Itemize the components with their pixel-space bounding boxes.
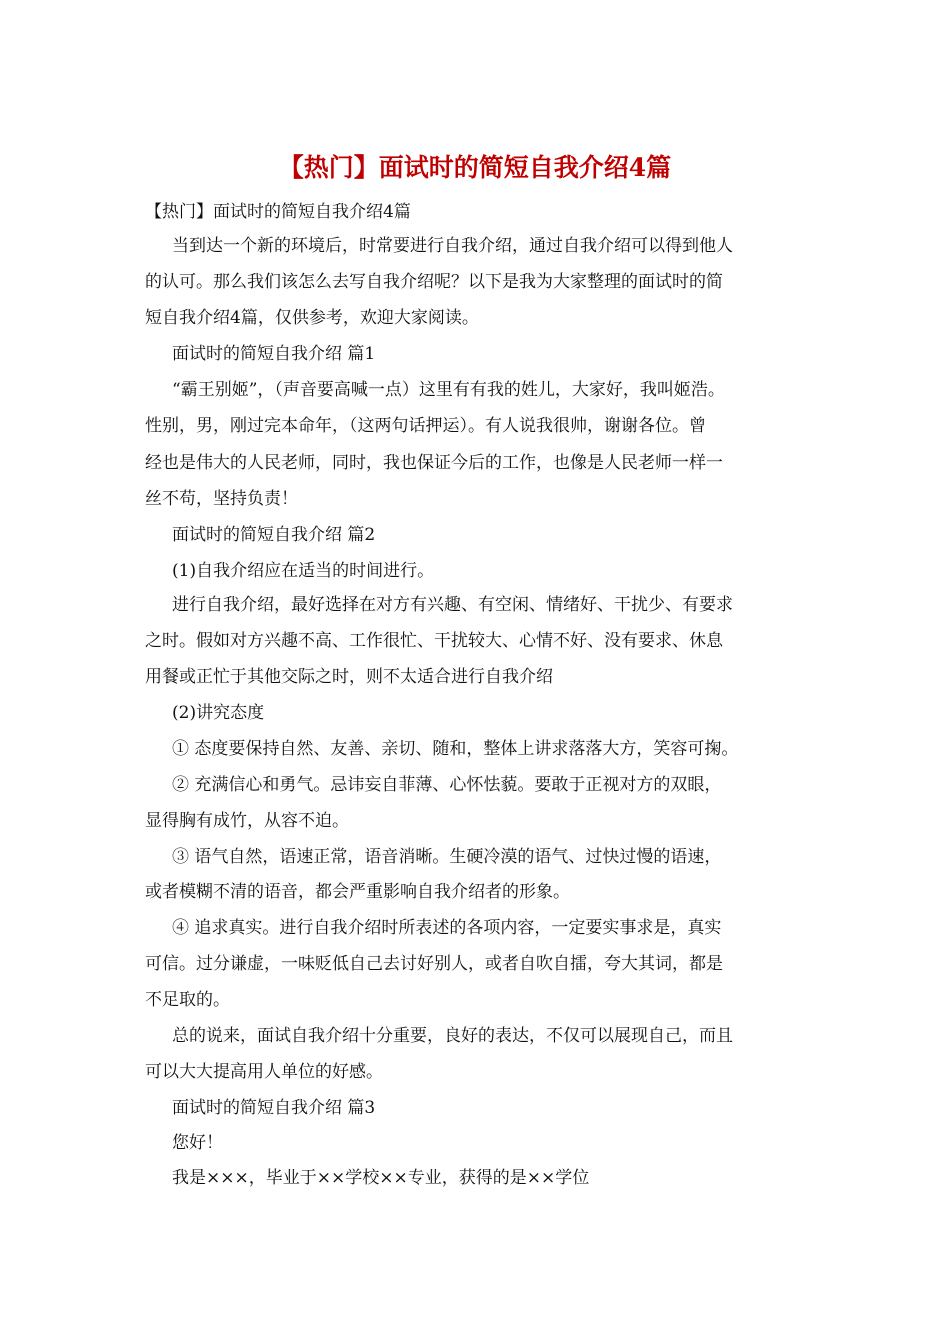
- intro-paragraph-line: 当到达一个新的环境后，时常要进行自我介绍，通过自我介绍可以得到他人: [172, 236, 733, 256]
- subtitle-line: 【热门】面试时的简短自我介绍4篇: [145, 202, 411, 222]
- paragraph-line: (1)自我介绍应在适当的时间进行。: [172, 561, 435, 581]
- list-item-line: 显得胸有成竹，从容不迫。: [145, 811, 349, 831]
- paragraph-line: 进行自我介绍，最好选择在对方有兴趣、有空闲、情绪好、干扰少、有要求: [172, 595, 733, 615]
- list-item-line: 可信。过分谦虚，一味贬低自己去讨好别人，或者自吹自擂，夸大其词，都是: [145, 954, 723, 974]
- paragraph-line: 您好！: [172, 1133, 223, 1153]
- paragraph-line: 总的说来，面试自我介绍十分重要，良好的表达，不仅可以展现自己，而且: [172, 1026, 733, 1046]
- paragraph-line: “霸王别姬”，（声音要高喊一点）这里有有我的姓儿，大家好，我叫姬浩。: [172, 380, 725, 400]
- paragraph-line: (2)讲究态度: [172, 703, 265, 723]
- paragraph-line: 可以大大提高用人单位的好感。: [145, 1062, 383, 1082]
- list-item-line: ① 态度要保持自然、友善、亲切、随和，整体上讲求落落大方，笑容可掬。: [172, 739, 739, 759]
- document-title: 【热门】面试时的简短自我介绍4篇: [278, 153, 672, 182]
- paragraph-line: 之时。假如对方兴趣不高、工作很忙、干扰较大、心情不好、没有要求、休息: [145, 631, 723, 651]
- list-item-line: 或者模糊不清的语音，都会严重影响自我介绍者的形象。: [145, 882, 570, 902]
- list-item-line: ③ 语气自然，语速正常，语音消晰。生硬冷漠的语气、过快过慢的语速，: [172, 847, 722, 867]
- section-heading-3: 面试时的简短自我介绍 篇3: [172, 1098, 376, 1118]
- section-heading-2: 面试时的简短自我介绍 篇2: [172, 525, 376, 545]
- paragraph-line: 性别，男，刚过完本命年，（这两句话押运）。有人说我很帅，谢谢各位。曾: [145, 416, 706, 436]
- list-item-line: ② 充满信心和勇气。忌讳妄自菲薄、心怀怯藐。要敢于正视对方的双眼，: [172, 775, 722, 795]
- paragraph-line: 经也是伟大的人民老师，同时，我也保证今后的工作，也像是人民老师一样一: [145, 453, 723, 473]
- paragraph-line: 用餐或正忙于其他交际之时，则不太适合进行自我介绍: [145, 667, 553, 687]
- intro-paragraph-line: 短自我介绍4篇，仅供参考，欢迎大家阅读。: [145, 308, 479, 328]
- intro-paragraph-line: 的认可。那么我们该怎么去写自我介绍呢？以下是我为大家整理的面试时的简: [145, 272, 723, 292]
- paragraph-line: 我是×××，毕业于××学校××专业，获得的是××学位: [172, 1168, 590, 1188]
- list-item-line: ④ 追求真实。进行自我介绍时所表述的各项内容，一定要实事求是，真实: [172, 918, 722, 938]
- list-item-line: 不足取的。: [145, 990, 230, 1010]
- paragraph-line: 丝不苟，坚持负责！: [145, 489, 298, 509]
- section-heading-1: 面试时的简短自我介绍 篇1: [172, 344, 376, 364]
